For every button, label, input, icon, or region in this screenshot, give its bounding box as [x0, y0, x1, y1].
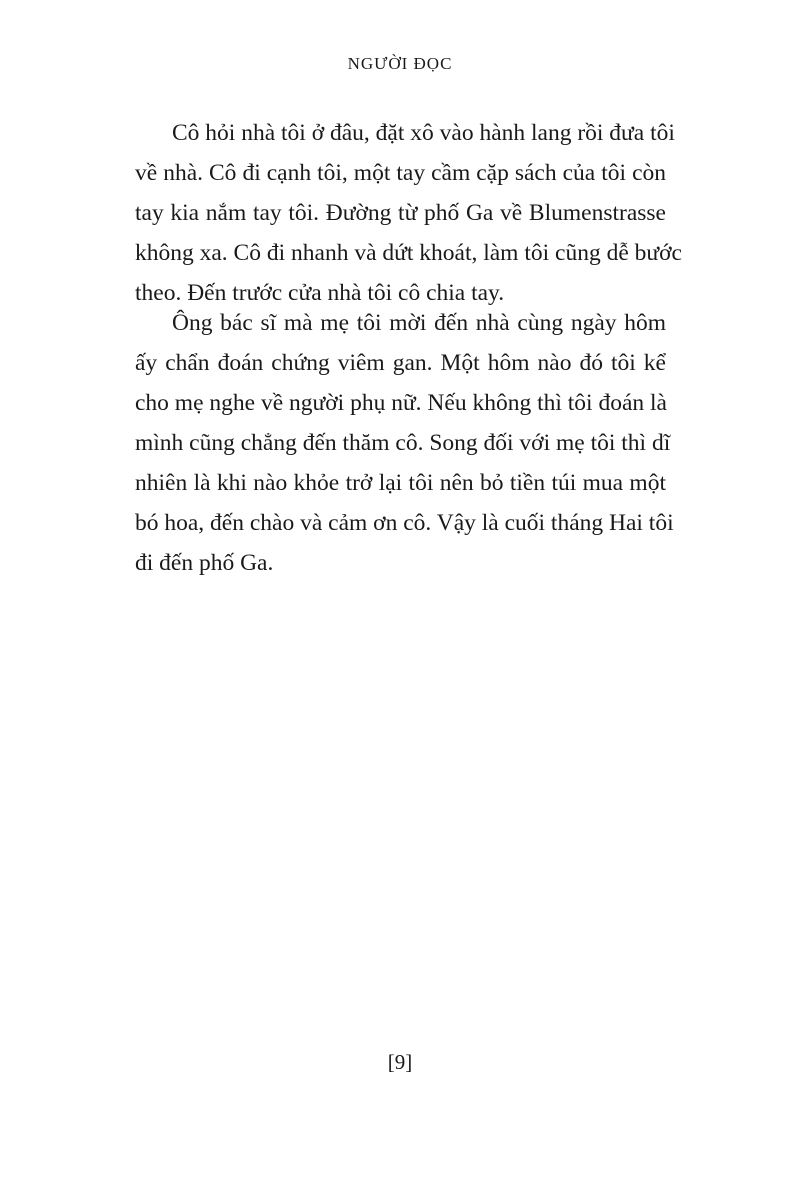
- text-line: Cô hỏi nhà tôi ở đâu, đặt xô vào hành lang rồi đưa tôi: [172, 120, 675, 146]
- running-header: NGƯỜI ĐỌC: [347, 54, 453, 73]
- text-line: ấy chẩn đoán chứng viêm gan. Một hôm nào đó tôi kể: [135, 350, 666, 376]
- text-line: tay kia nắm tay tôi. Đường từ phố Ga về Blumenstrasse: [135, 200, 666, 226]
- text-line: Ông bác sĩ mà mẹ tôi mời đến nhà cùng ngày hôm: [172, 310, 666, 336]
- paragraph-1: [135, 113, 682, 313]
- text-line: về nhà. Cô đi cạnh tôi, một tay cầm cặp sách của tôi còn: [135, 160, 666, 186]
- text-line: theo. Đến trước cửa nhà tôi cô chia tay.: [135, 280, 505, 306]
- page-number: [9]: [387, 1050, 413, 1074]
- text-line: mình cũng chẳng đến thăm cô. Song đối với mẹ tôi thì dĩ: [135, 430, 671, 456]
- text-line: đi đến phố Ga.: [135, 550, 274, 576]
- text-line: nhiên là khi nào khỏe trở lại tôi nên bỏ tiền túi mua một: [135, 470, 666, 496]
- text-line: bó hoa, đến chào và cảm ơn cô. Vậy là cuối tháng Hai tôi: [135, 510, 674, 536]
- text-line: không xa. Cô đi nhanh và dứt khoát, làm tôi cũng dễ bước: [135, 240, 682, 266]
- paragraph-2: [135, 303, 674, 583]
- text-line: cho mẹ nghe về người phụ nữ. Nếu không thì tôi đoán là: [135, 390, 667, 416]
